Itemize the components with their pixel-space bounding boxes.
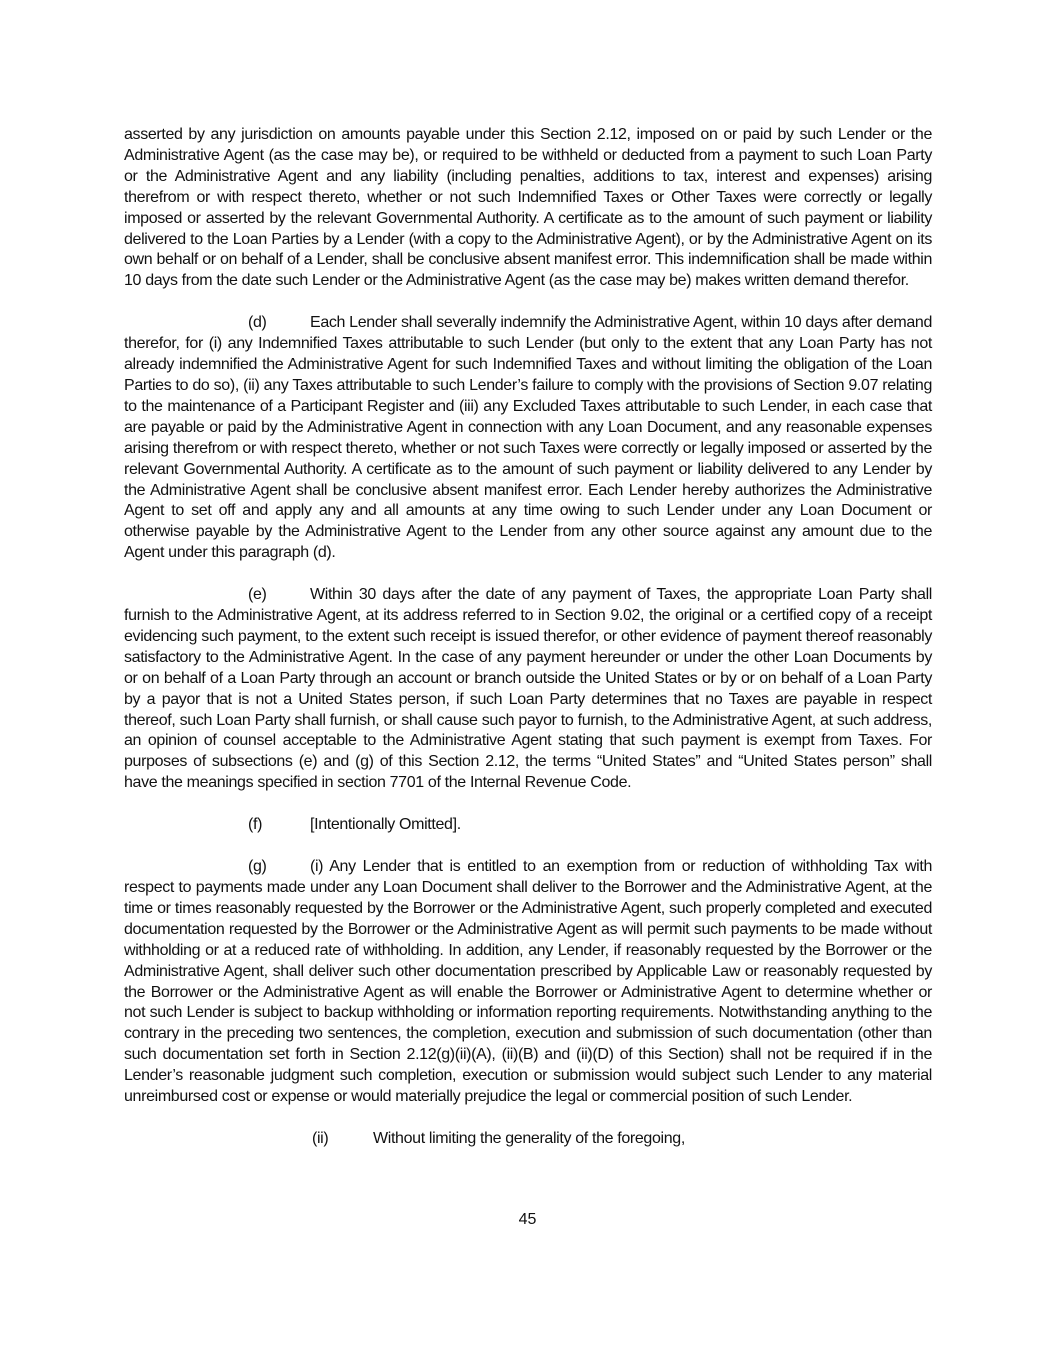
paragraph-e-label: (e) bbox=[248, 586, 267, 604]
paragraph-d-text: Each Lender shall severally indemnify the Administrative Agent, within 10 days after demand therefor, for (i) any Indemnified Taxes attributable to such Lender (but only to the extent that any Loan Party has not already indemnified the Administrative Agent for such Indemnified Taxes and without limiting the obligation of the Loan Parties to do so), (ii) any Taxes attributable to such Lender’s failure to comply with the provisions of Section 9.07 relating to the maintenance of a Participant Register and (iii) any Excluded Taxes attributable to such Lender, in each case that are payable or paid by the Administrative Agent in connection with any Loan Document, and any reasonable expenses arising therefrom or with respect thereto, whether or not such Taxes were correctly or legally imposed or asserted by the relevant Governmental Authority. A certificate as to the amount of such payment or liability delivered to any Lender by the Administrative Agent shall be conclusive absent manifest error. Each Lender hereby authorizes the Administrative Agent to set off and apply any and all amounts at any time owing to such Lender under any Loan Document or otherwise payable by the Administrative Agent to the Lender from any other source against any amount due to the Agent under this paragraph (d). bbox=[124, 314, 932, 562]
paragraph-e bbox=[124, 585, 932, 794]
paragraph-e-text: Within 30 days after the date of any payment of Taxes, the appropriate Loan Party shall furnish to the Administrative Agent, at its address referred to in Section 9.02, the original or a certified copy of a receipt evidencing such payment, to the extent such receipt is issued therefor, or other evidence of payment thereof reasonably satisfactory to the Administrative Agent. In the case of any payment hereunder or under the other Loan Documents by or on behalf of a Loan Party through an account or branch outside the United States or by or on behalf of a Loan Party by a payor that is not a United States person, if such Loan Party determines that no Taxes are payable in respect thereof, such Loan Party shall furnish, or shall cause such payor to furnish, to the Administrative Agent, at such address, an opinion of counsel acceptable to the Administrative Agent stating that such payment is exempt from Taxes. For purposes of subsections (e) and (g) of this Section 2.12, the terms “United States” and “United States person” shall have the meanings specified in section 7701 of the Internal Revenue Code. bbox=[124, 586, 932, 792]
paragraph-g-ii-text: Without limiting the generality of the foregoing, bbox=[373, 1129, 685, 1147]
paragraph-continuation bbox=[124, 125, 932, 292]
paragraph-g-ii bbox=[124, 1129, 932, 1150]
paragraph-d bbox=[124, 313, 932, 564]
paragraph-g-ii-label: (ii) bbox=[312, 1129, 329, 1147]
paragraph-g-text: (i) Any Lender that is entitled to an exemption from or reduction of withholding Tax with respect to payments made under any Loan Document shall deliver to the Borrower and the Administrative Agent, at the time or times reasonably requested by the Borrower or the Administrative Agent, such properly completed and executed documentation requested by the Borrower or the Administrative Agent as will permit such payments to be made without withholding or at a reduced rate of withholding. In addition, any Lender, if reasonably requested by the Borrower or the Administrative Agent, shall deliver such other documentation prescribed by Applicable Law or reasonably requested by the Borrower or the Administrative Agent as will enable the Borrower or Administrative Agent to determine whether or not such Lender is subject to backup withholding or information reporting requirements. Notwithstanding anything to the contrary in the preceding two sentences, the completion, execution and submission of such documentation (other than such documentation set forth in Section 2.12(g)(ii)(A), (ii)(B) and (ii)(D) of this Section) shall not be required if in the Lender’s reasonable judgment such completion, execution or submission would subject such Lender to any material unreimbursed cost or expense or would materially prejudice the legal or commercial position of such Lender. bbox=[124, 858, 932, 1106]
paragraph-continuation-text: asserted by any jurisdiction on amounts payable under this Section 2.12, imposed on or paid by such Lender or the Administrative Agent (as the case may be), or required to be withheld or deducted from a payment to such Loan Party or the Administrative Agent and any liability (including penalties, additions to tax, interest and expenses) arising therefrom or with respect thereto, whether or not such Indemnified Taxes or Other Taxes were correctly or legally imposed or asserted by the relevant Governmental Authority. A certificate as to the amount of such payment or liability delivered to the Loan Parties by a Lender (with a copy to the Administrative Agent), or by the Administrative Agent on its own behalf or on behalf of a Lender, shall be conclusive absent manifest error. This indemnification shall be made within 10 days from the date such Lender or the Administrative Agent (as the case may be) makes written demand therefor. bbox=[124, 126, 932, 290]
paragraph-f-label: (f) bbox=[248, 816, 263, 834]
page-number: 45 bbox=[518, 1211, 537, 1228]
document-body bbox=[124, 125, 932, 1150]
paragraph-g bbox=[124, 857, 932, 1108]
paragraph-g-label: (g) bbox=[248, 858, 267, 876]
paragraph-f-text: [Intentionally Omitted]. bbox=[310, 816, 461, 834]
paragraph-f bbox=[124, 815, 932, 836]
paragraph-d-label: (d) bbox=[248, 314, 267, 332]
